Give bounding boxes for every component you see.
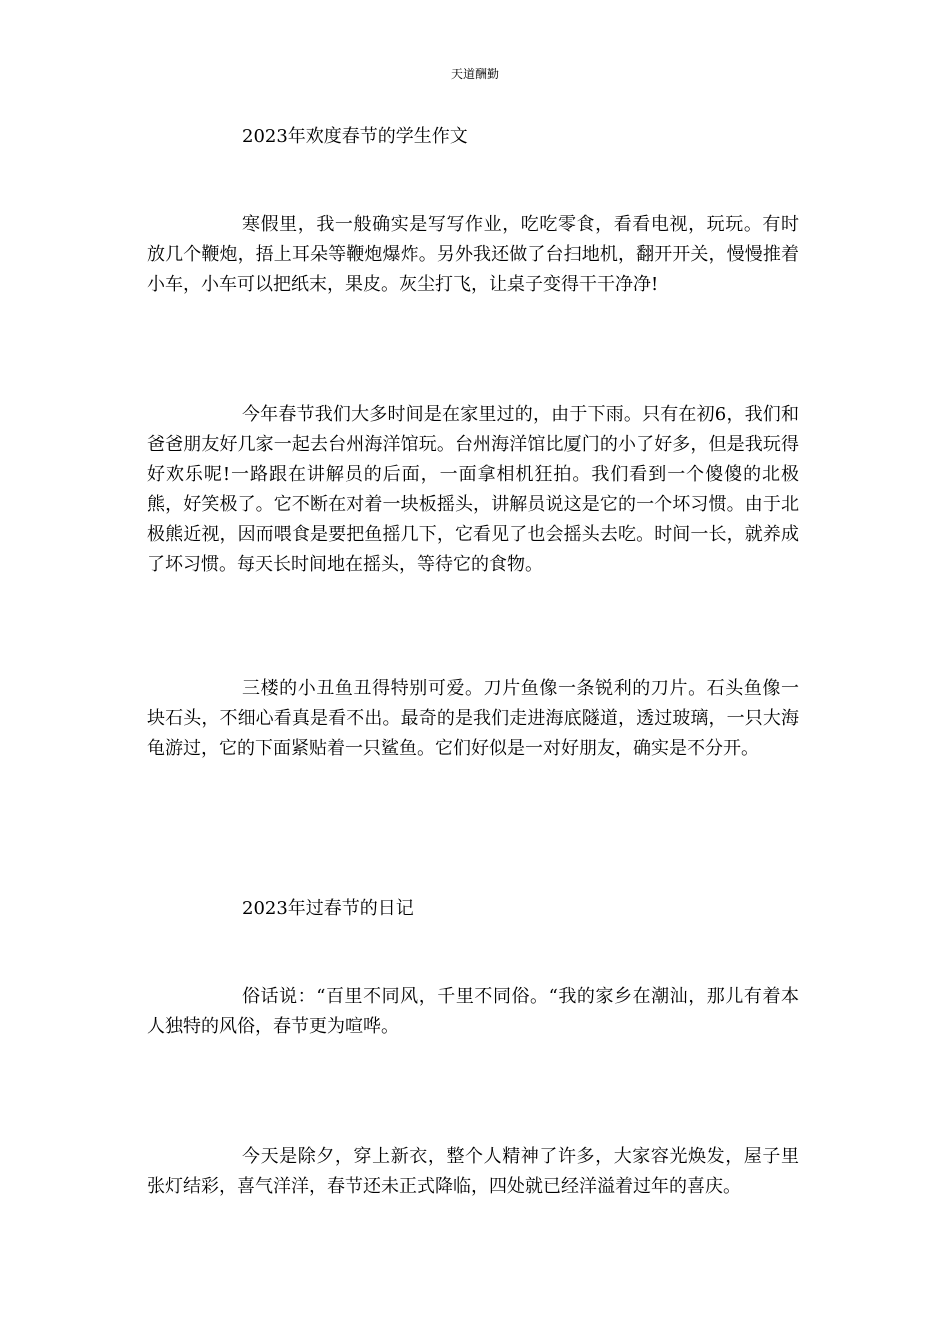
paragraph: 寒假里，我一般确实是写写作业，吃吃零食，看看电视，玩玩。有时放几个鞭炮，捂上耳朵等鞭炮爆炸。另外我还做了台扫地机，翻开开关，慢慢推着小车，小车可以把纸末，果皮。灰尘打飞，让桌子变得干干净净! [147,214,799,295]
page-header: 天道酬勤 [450,67,499,81]
article-title: 2023年欢度春节的学生作文 [242,126,468,147]
paragraph: 三楼的小丑鱼丑得特别可爱。刀片鱼像一条锐利的刀片。石头鱼像一块石头，不细心看真是看不出。最奇的是我们走进海底隧道，透过玻璃，一只大海龟游过，它的下面紧贴着一只鲨鱼。它们好似是一对好朋友，确实是不分开。 [147,678,799,759]
paragraph: 今年春节我们大多时间是在家里过的，由于下雨。只有在初6，我们和爸爸朋友好几家一起去台州海洋馆玩。台州海洋馆比厦门的小了好多，但是我玩得好欢乐呢!一路跟在讲解员的后面，一面拿相机狂拍。我们看到一个傻傻的北极熊，好笑极了。它不断在对着一块板摇头，讲解员说这是它的一个坏习惯。由于北极熊近视，因而喂食是要把鱼摇几下，它看见了也会摇头去吃。时间一长，就养成了坏习惯。每天长时间地在摇头，等待它的食物。 [147,404,799,575]
paragraph: 俗话说：“百里不同风，千里不同俗。“我的家乡在潮汕，那儿有着本人独特的风俗，春节更为喧哗。 [147,986,799,1037]
paragraph: 今天是除夕，穿上新衣，整个人精神了许多，大家容光焕发，屋子里张灯结彩，喜气洋洋，春节还未正式降临，四处就已经洋溢着过年的喜庆。 [147,1146,799,1197]
article-title: 2023年过春节的日记 [242,898,414,919]
